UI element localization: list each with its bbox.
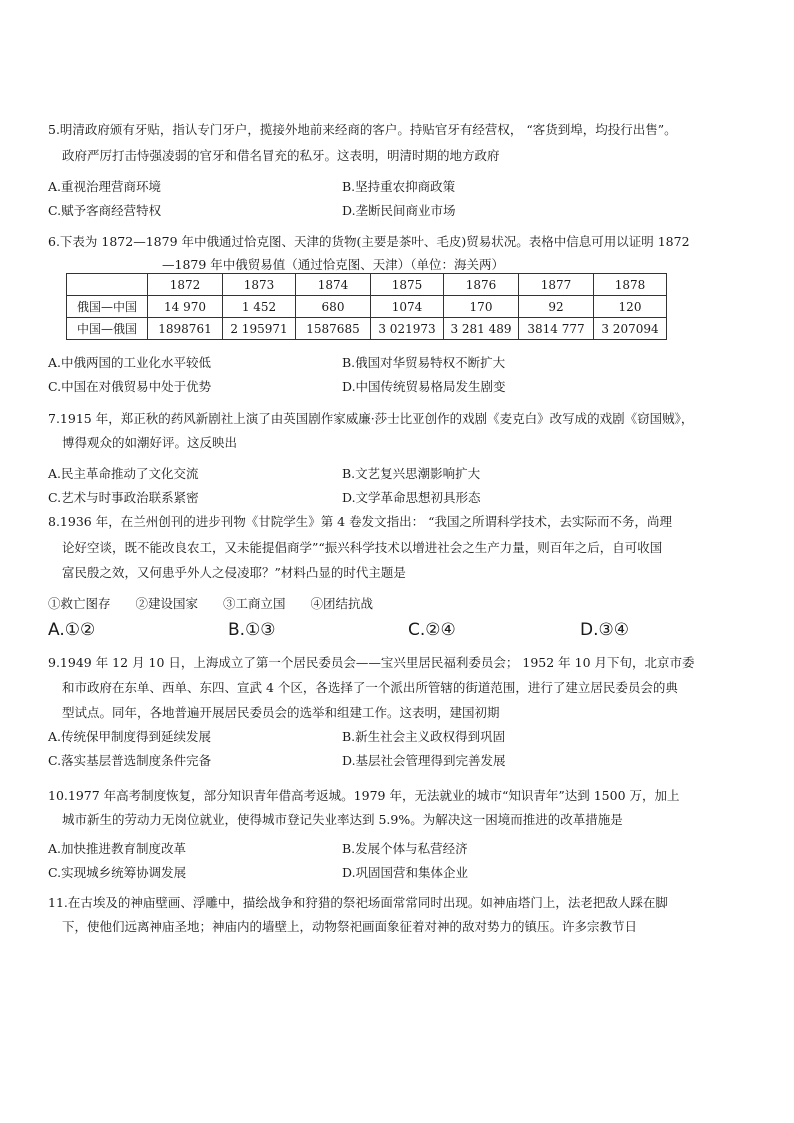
table-header-cell: 1878 [594, 274, 667, 296]
q5-option-a: A.重视治理营商环境 [48, 179, 162, 194]
q9-option-c: C.落实基层普选制度条件完备 [48, 753, 212, 768]
q8-option-d: D.③④ [580, 620, 629, 640]
table-cell: 120 [594, 296, 667, 318]
q9-stem-line1: 9.1949 年 12 月 10 日，上海成立了第一个居民委员会——宝兴里居民福利委员会； 1952 年 10 月下旬，北京市委 [48, 655, 695, 670]
q9-option-d: D.基层社会管理得到完善发展 [342, 753, 506, 768]
table-cell: 中国—俄国 [67, 318, 148, 340]
q5-option-d: D.垄断民间商业市场 [342, 203, 456, 218]
q7-option-b: B.文艺复兴思潮影响扩大 [342, 466, 481, 481]
q10-option-d: D.巩固国营和集体企业 [342, 865, 469, 880]
table-row [67, 296, 667, 318]
q10-option-b: B.发展个体与私营经济 [342, 841, 468, 856]
table-header-cell: 1872 [148, 274, 223, 296]
q5-stem-line1: 5.明清政府颁有牙贴，指认专门牙户，揽接外地前来经商的客户。持贴官牙有经营权， “客货到埠，均投行出售”。 [48, 122, 677, 137]
table-cell: 3 207094 [594, 318, 667, 340]
q8-statement-items: ①救亡图存 ②建设国家 ③工商立国 ④团结抗战 [48, 596, 374, 611]
q6-option-a: A.中俄两国的工业化水平较低 [48, 355, 212, 370]
q8-option-c: C.②④ [408, 620, 456, 640]
q7-option-a: A.民主革命推动了文化交流 [48, 466, 199, 481]
table-header-cell: 1874 [296, 274, 371, 296]
table-cell: 1587685 [296, 318, 371, 340]
table-cell: 3814 777 [519, 318, 594, 340]
table-cell: 3 021973 [371, 318, 444, 340]
q9-stem-line3: 型试点。同年，各地普遍开展居民委员会的选举和组建工作。这表明，建国初期 [62, 705, 500, 720]
q8-option-b: B.①③ [228, 620, 276, 640]
q10-stem-line1: 10.1977 年高考制度恢复，部分知识青年借高考返城。1979 年，无法就业的城市“知识青年”达到 1500 万，加上 [48, 788, 680, 803]
q6-option-d: D.中国传统贸易格局发生剧变 [342, 379, 506, 394]
table-row [67, 318, 667, 340]
q9-option-b: B.新生社会主义政权得到巩固 [342, 729, 506, 744]
table-cell: 1074 [371, 296, 444, 318]
table-cell: 1 452 [223, 296, 296, 318]
table-cell: 1898761 [148, 318, 223, 340]
q9-stem-line2: 和市政府在东单、西单、东四、宣武 4 个区，各选择了一个派出所管辖的街道范围，进行了建立居民委员会的典 [62, 680, 678, 695]
table-cell: 92 [519, 296, 594, 318]
q5-option-c: C.赋予客商经营特权 [48, 203, 162, 218]
q7-stem-line1: 7.1915 年，郑正秋的药风新剧社上演了由英国剧作家威廉·莎士比亚创作的戏剧《麦克白》改写成的戏剧《窃国贼》， [48, 411, 694, 426]
q7-option-c: C.艺术与时事政治联系紧密 [48, 490, 199, 505]
table-header-cell [67, 274, 148, 296]
table-header-row [67, 274, 667, 296]
q8-option-a: A.①② [48, 620, 96, 640]
table-header-cell: 1876 [444, 274, 519, 296]
q10-stem-line2: 城市新生的劳动力无岗位就业，使得城市登记失业率达到 5.9%。为解决这一困境而推进的改革措施是 [62, 812, 623, 827]
q8-stem-line1: 8.1936 年，在兰州创刊的进步刊物《甘院学生》第 4 卷发文指出： “我国之所谓科学技术，去实际而不务，尚理 [48, 514, 672, 529]
q11-stem-line1: 11.在古埃及的神庙壁画、浮雕中，描绘战争和狩猎的祭祀场面常常同时出现。如神庙塔门上，法老把敌人踩在脚 [48, 895, 668, 910]
q5-stem-line2: 政府严厉打击恃强凌弱的官牙和借名冒充的私牙。这表明，明清时期的地方政府 [62, 148, 500, 163]
trade-table [66, 273, 667, 340]
q9-option-a: A.传统保甲制度得到延续发展 [48, 729, 212, 744]
q6-option-c: C.中国在对俄贸易中处于优势 [48, 379, 212, 394]
q7-stem-line2: 博得观众的如潮好评。这反映出 [62, 435, 238, 450]
table-header-cell: 1875 [371, 274, 444, 296]
table-cell: 680 [296, 296, 371, 318]
q6-stem-line1: 6.下表为 1872—1879 年中俄通过恰克图、天津的货物(主要是茶叶、毛皮)贸易状况。表格中信息可用以证明 1872 [48, 234, 690, 249]
q8-stem-line2: 论好空谈，既不能改良农工，又未能提倡商学”“振兴科学技术以增进社会之生产力量，则百年之后，自可收国 [62, 540, 663, 555]
table-cell: 俄国—中国 [67, 296, 148, 318]
q6-table-caption: —1879 年中俄贸易值（通过恰克图、天津）（单位：海关两） [162, 257, 505, 272]
q10-option-a: A.加快推进教育制度改革 [48, 841, 187, 856]
table-header-cell: 1873 [223, 274, 296, 296]
table-cell: 3 281 489 [444, 318, 519, 340]
q7-option-d: D.文学革命思想初具形态 [342, 490, 481, 505]
q8-stem-line3: 富民殷之效，又何患乎外人之侵凌耶？”材料凸显的时代主题是 [62, 565, 406, 580]
table-cell: 2 195971 [223, 318, 296, 340]
q11-stem-line2: 下，使他们远离神庙圣地；神庙内的墙壁上，动物祭祀画面象征着对神的敌对势力的镇压。许多宗教节日 [62, 919, 638, 934]
table-cell: 170 [444, 296, 519, 318]
q10-option-c: C.实现城乡统筹协调发展 [48, 865, 187, 880]
table-header-cell: 1877 [519, 274, 594, 296]
q5-option-b: B.坚持重农抑商政策 [342, 179, 456, 194]
table-cell: 14 970 [148, 296, 223, 318]
q6-option-b: B.俄国对华贸易特权不断扩大 [342, 355, 506, 370]
